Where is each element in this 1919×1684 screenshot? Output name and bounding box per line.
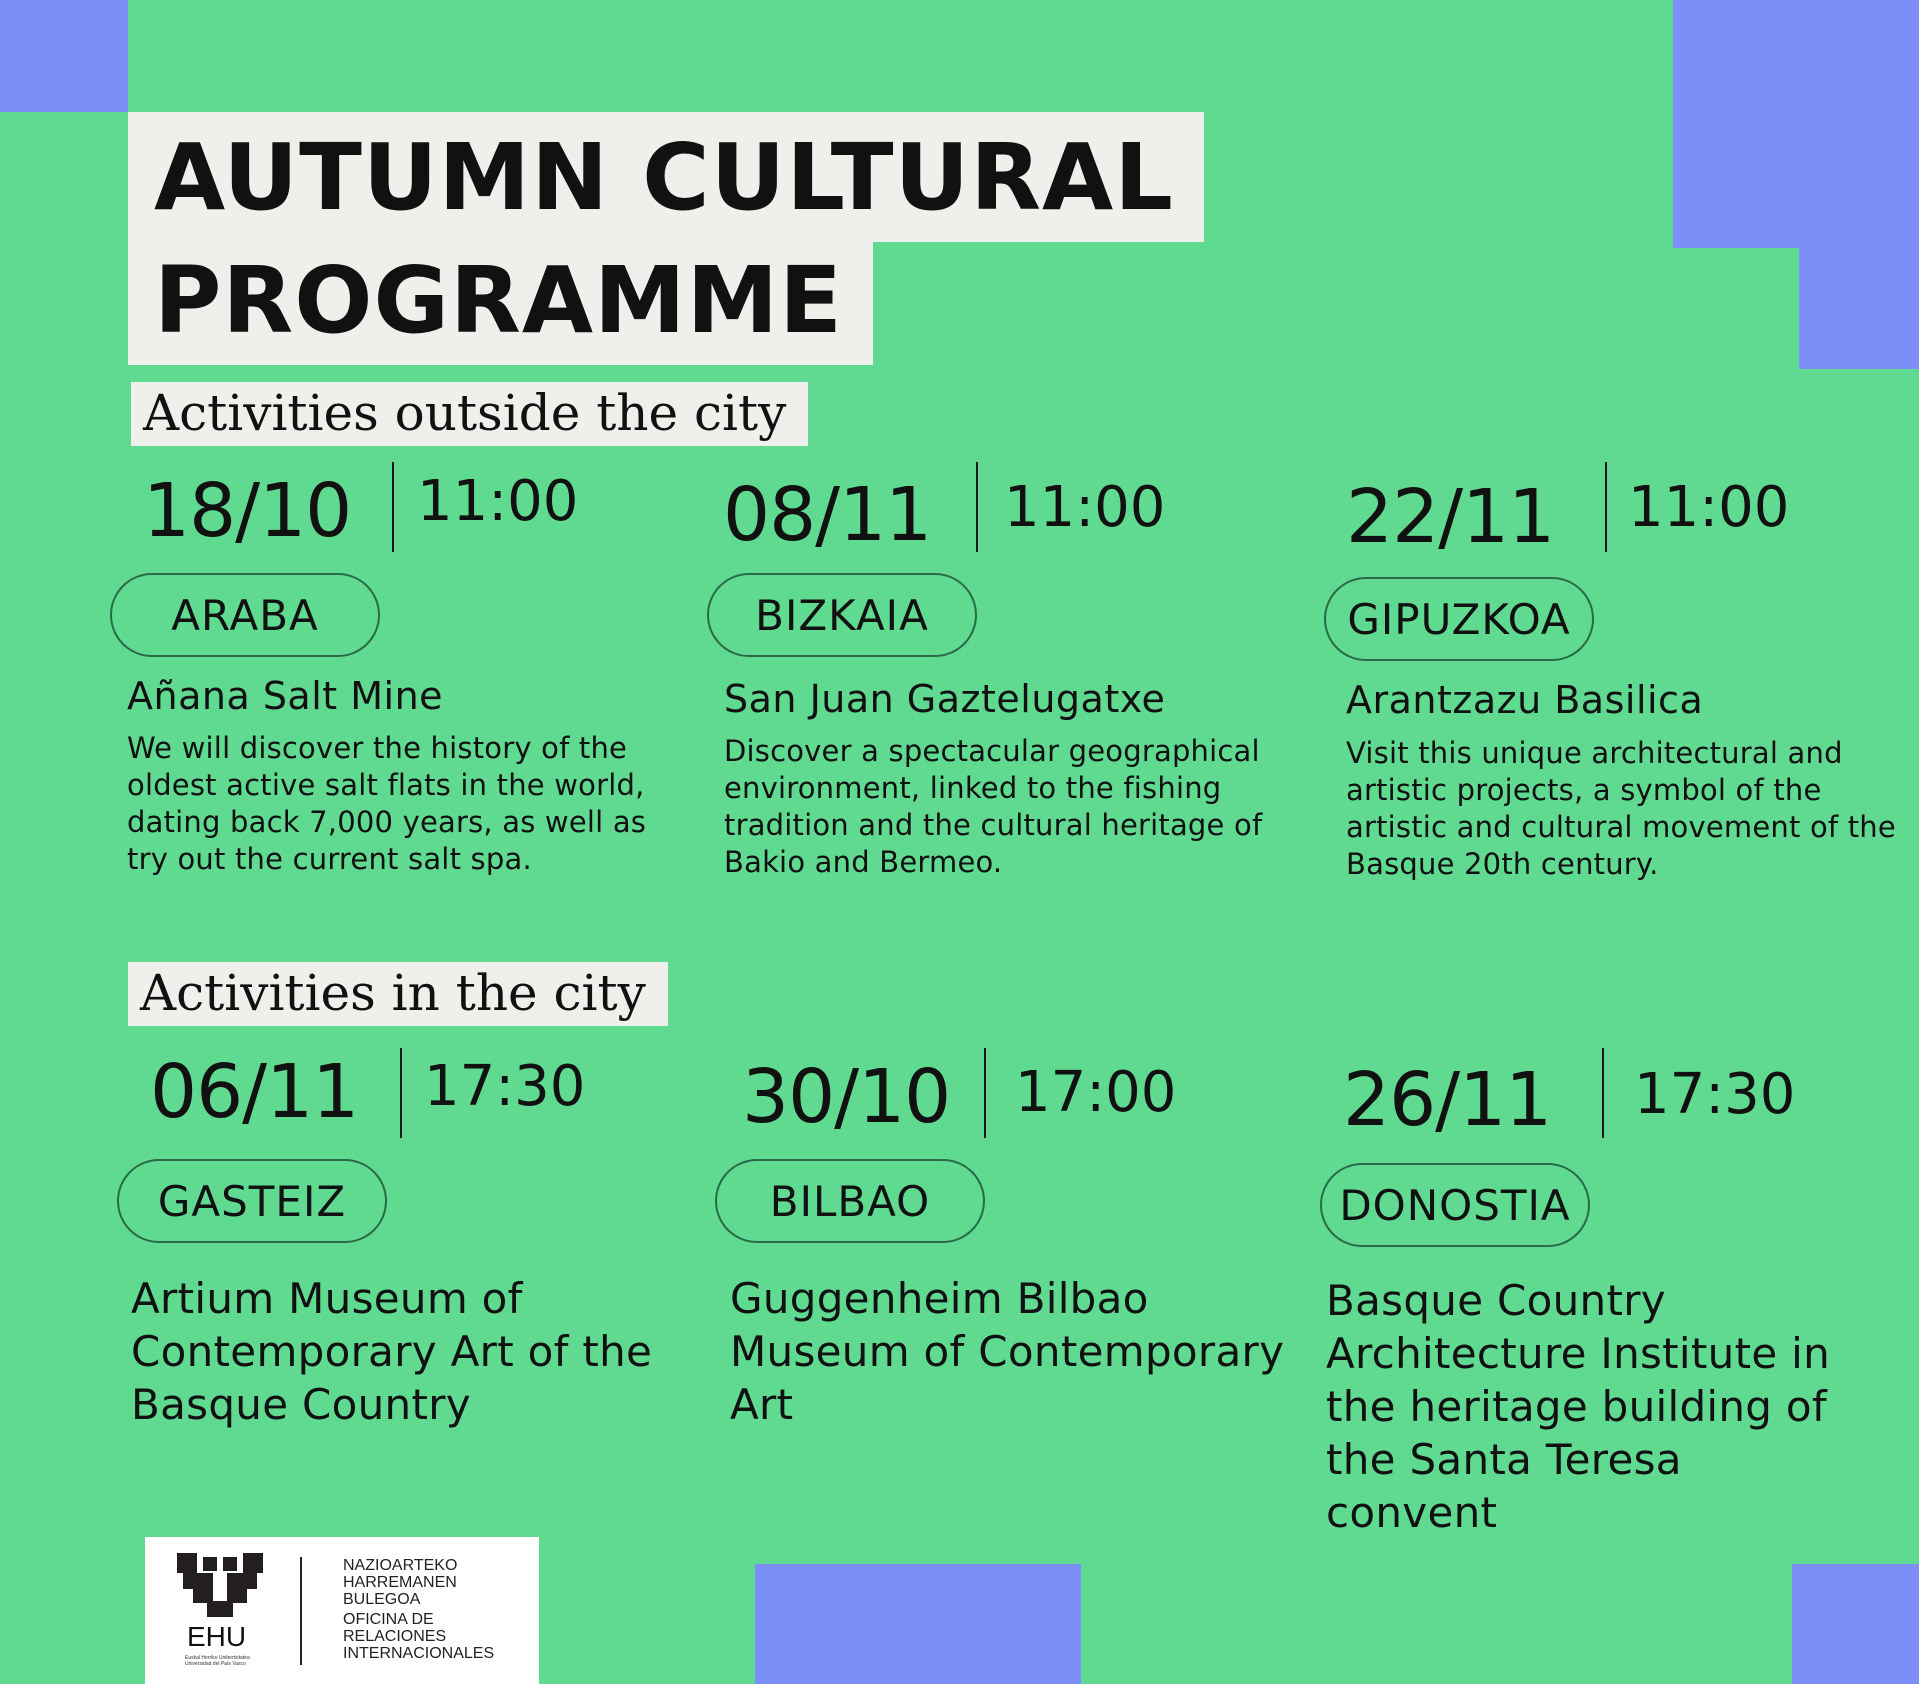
office-name-basque-1: NAZIOARTEKO [343, 1557, 458, 1574]
date-time-divider [400, 1048, 402, 1138]
ehu-emblem-icon [177, 1553, 263, 1617]
place-title: San Juan Gaztelugatxe [724, 677, 1166, 721]
venue-name: Artium Museum of Contemporary Art of the Basque Country [131, 1274, 653, 1429]
event-time: 17:30 [1634, 1062, 1796, 1127]
region-badge-araba: ARABA [110, 573, 380, 657]
venue-name: Guggenheim Bilbao Museum of Contemporary Art [730, 1274, 1285, 1429]
deco-block-top-left [0, 0, 128, 112]
city-badge-gasteiz: GASTEIZ [117, 1159, 387, 1243]
page-title-line-1: AUTUMN CULTURAL [128, 112, 1204, 242]
page-title-line-2: PROGRAMME [128, 235, 873, 365]
event-description: We will discover the history of the oldest active salt flats in the world, dating back 7,000 years, as well as try out the current salt spa. [127, 731, 647, 876]
region-badge-bizkaia: BIZKAIA [707, 573, 977, 657]
event-time: 17:30 [424, 1054, 586, 1119]
logo-university-name: Euskal Herriko Unibertsitatea Universidad del País Vasco [185, 1655, 250, 1667]
event-time: 11:00 [1004, 475, 1166, 540]
date-time-divider [976, 462, 978, 552]
office-name-basque-3: BULEGOA [343, 1591, 421, 1608]
logo-divider [300, 1557, 302, 1665]
event-description: Discover a spectacular geographical environment, linked to the fishing tradition and the cultural heritage of Bakio and Bermeo. [724, 734, 1263, 879]
deco-block-top-right-2 [1799, 248, 1919, 369]
date-time-divider [392, 462, 394, 552]
city-badge-bilbao: BILBAO [715, 1159, 985, 1243]
event-date: 08/11 [723, 472, 932, 558]
office-name-spanish-1: OFICINA DE [343, 1611, 434, 1628]
office-name-spanish-3: INTERNACIONALES [343, 1645, 495, 1662]
event-time: 11:00 [1628, 475, 1790, 540]
date-time-divider [984, 1048, 986, 1138]
place-title: Añana Salt Mine [127, 674, 444, 718]
logo-acronym: EHU [187, 1621, 247, 1652]
region-badge-gipuzkoa: GIPUZKOA [1324, 577, 1594, 661]
event-date: 30/10 [742, 1054, 951, 1140]
section-label-outside: Activities outside the city [131, 382, 808, 446]
event-time: 17:00 [1015, 1060, 1177, 1125]
event-date: 22/11 [1346, 474, 1555, 560]
venue-name: Basque Country Architecture Institute in the heritage building of the Santa Teresa convent [1326, 1276, 1831, 1537]
office-name-spanish-2: RELACIONES [343, 1628, 447, 1645]
section-label-city: Activities in the city [128, 962, 668, 1026]
office-name-basque-2: HARREMANEN [343, 1574, 457, 1591]
date-time-divider [1605, 462, 1607, 552]
event-date: 06/11 [150, 1049, 359, 1135]
event-time: 11:00 [417, 469, 579, 534]
deco-block-top-right-1 [1673, 0, 1919, 248]
date-time-divider [1602, 1048, 1604, 1138]
place-title: Arantzazu Basilica [1346, 678, 1704, 722]
city-badge-donostia: DONOSTIA [1320, 1163, 1590, 1247]
event-description: Visit this unique architectural and artistic projects, a symbol of the artistic and cultural movement of the Basque 20th century. [1346, 736, 1896, 881]
ehu-logo [145, 1537, 539, 1684]
event-date: 18/10 [143, 468, 352, 554]
event-date: 26/11 [1343, 1057, 1552, 1143]
deco-block-bottom-center [755, 1564, 1081, 1684]
deco-block-bottom-right [1792, 1564, 1919, 1684]
